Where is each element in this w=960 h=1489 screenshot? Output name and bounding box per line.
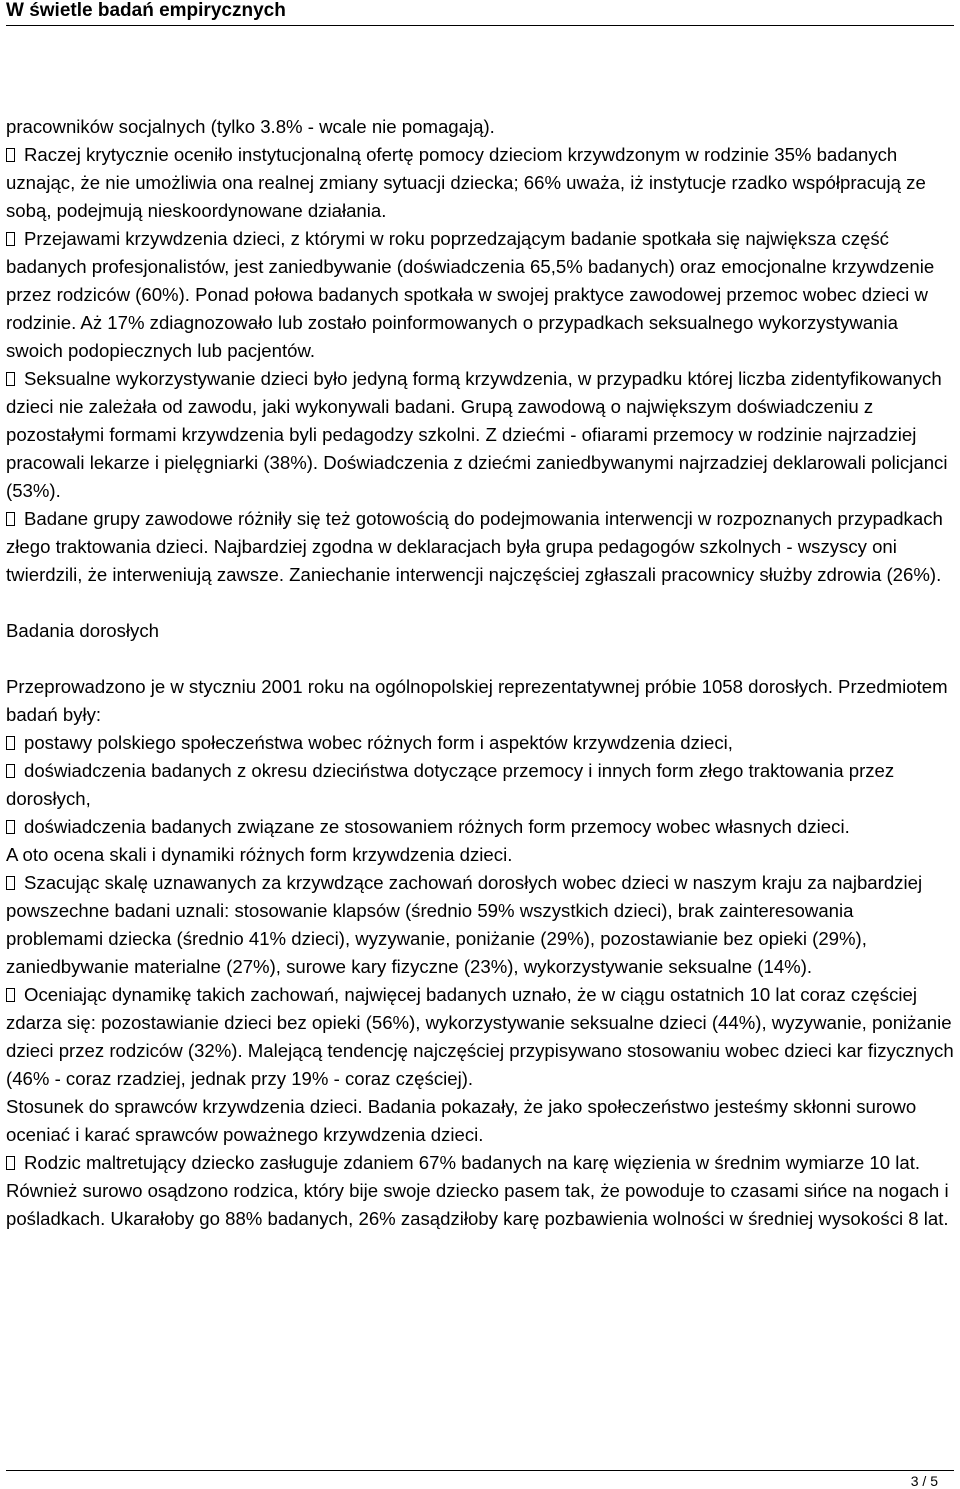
page-header	[6, 0, 954, 26]
bullet-item	[6, 225, 954, 365]
bullet-text: doświadczenia badanych z okresu dzieciństwa dotyczące przemocy i innych form złego traktowania przez dorosłych,	[6, 760, 895, 809]
spacer	[6, 645, 954, 673]
bullet-square-icon	[6, 232, 15, 246]
bullet-text: Szacując skalę uznawanych za krzywdzące zachowań dorosłych wobec dzieci w naszym kraju za najbardziej powszechne badani uznali: stosowanie klapsów (średnio 59% wszystkich dzieci), brak zainteresowania problemami dziecka (średnio 41% dzieci), wyzywanie, poniżanie (29%), pozostawianie bez opieki (29%), zaniedbywanie materialne (27%), surowe kary fizyczne (23%), wykorzystywanie seksualne (14%).	[6, 872, 923, 977]
bullet-text: doświadczenia badanych związane ze stosowaniem różnych form przemocy wobec własnych dzieci.	[24, 816, 850, 837]
bullet-item	[6, 757, 954, 813]
paragraph: pracowników socjalnych (tylko 3.8% - wcale nie pomagają).	[6, 116, 495, 137]
bullet-square-icon	[6, 148, 15, 162]
bullet-item	[6, 365, 954, 505]
bullet-item	[6, 981, 954, 1093]
header-title: W świetle badań empirycznych	[6, 0, 286, 21]
bullet-square-icon	[6, 876, 15, 890]
document-body	[6, 113, 954, 1233]
bullet-item	[6, 141, 954, 225]
section-heading: Badania dorosłych	[6, 620, 159, 641]
paragraph: Przeprowadzono je w styczniu 2001 roku na ogólnopolskiej reprezentatywnej próbie 1058 dorosłych. Przedmiotem badań były:	[6, 676, 948, 725]
bullet-text: postawy polskiego społeczeństwa wobec różnych form i aspektów krzywdzenia dzieci,	[24, 732, 733, 753]
bullet-square-icon	[6, 820, 15, 834]
spacer	[6, 589, 954, 617]
bullet-item	[6, 1149, 954, 1233]
paragraph: A oto ocena skali i dynamiki różnych form krzywdzenia dzieci.	[6, 844, 513, 865]
bullet-text: Seksualne wykorzystywanie dzieci było jedyną formą krzywdzenia, w przypadku której liczba zidentyfikowanych dzieci nie zależała od zawodu, jaki wykonywali badani. Grupą zawodową o największym doświadczeniu z pozostałymi formami krzywdzenia byli pedagodzy szkolni. Z dziećmi - ofiarami przemocy w rodzinie najrzadziej pracowali lekarze i pielęgniarki (38%). Doświadczenia z dziećmi zaniedbywanymi najrzadziej deklarowali policjanci (53%).	[6, 368, 948, 501]
bullet-text: Badane grupy zawodowe różniły się też gotowością do podejmowania interwencji w rozpoznanych przypadkach złego traktowania dzieci. Najbardziej zgodna w deklaracjach była grupa pedagogów szkolnych - wszyscy oni twierdzili, że interweniują zawsze. Zaniechanie interwencji najczęściej zgłaszali pracownicy służby zdrowia (26%).	[6, 508, 943, 585]
bullet-text: Oceniając dynamikę takich zachowań, najwięcej badanych uznało, że w ciągu ostatnich 10 lat coraz częściej zdarza się: pozostawianie dzieci bez opieki (56%), wykorzystywanie seksualne dzieci (44%), wyzywanie, poniżanie dzieci przez rodziców (32%). Malejącą tendencję najczęściej przypisywano stosowaniu wobec dzieci kar fizycznych (46% - coraz rzadziej, jednak przy 19% - coraz częściej).	[6, 984, 954, 1089]
bullet-square-icon	[6, 1156, 15, 1170]
bullet-item	[6, 869, 954, 981]
bullet-square-icon	[6, 512, 15, 526]
bullet-item	[6, 729, 954, 757]
bullet-square-icon	[6, 736, 15, 750]
bullet-item	[6, 813, 954, 841]
bullet-item	[6, 505, 954, 589]
page-footer	[6, 1470, 954, 1489]
header-rule	[6, 25, 954, 26]
footer-rule	[6, 1470, 954, 1471]
page-number: 3 / 5	[910, 1473, 938, 1489]
bullet-square-icon	[6, 764, 15, 778]
bullet-text: Raczej krytycznie oceniło instytucjonalną ofertę pomocy dzieciom krzywdzonym w rodzinie 35% badanych uznając, że nie umożliwia ona realnej zmiany sytuacji dziecka; 66% uważa, iż instytucje rzadko współpracują ze sobą, podejmują nieskoordynowane działania.	[6, 144, 926, 221]
bullet-text: Przejawami krzywdzenia dzieci, z którymi w roku poprzedzającym badanie spotkała się największa część badanych profesjonalistów, jest zaniedbywanie (doświadczenia 65,5% badanych) oraz emocjonalne krzywdzenie przez rodziców (60%). Ponad połowa badanych spotkała w swojej praktyce zawodowej przemoc wobec dzieci w rodzinie. Aż 17% zdiagnozowało lub zostało poinformowanych o przypadkach seksualnego wykorzystywania swoich podopiecznych lub pacjentów.	[6, 228, 935, 361]
bullet-square-icon	[6, 988, 15, 1002]
bullet-square-icon	[6, 372, 15, 386]
bullet-text: Rodzic maltretujący dziecko zasługuje zdaniem 67% badanych na karę więzienia w średnim wymiarze 10 lat. Również surowo osądzono rodzica, który bije swoje dziecko pasem tak, że powoduje to czasami sińce na nogach i pośladkach. Ukarałoby go 88% badanych, 26% zasądziłoby karę pozbawienia wolności w średniej wysokości 8 lat.	[6, 1152, 949, 1229]
paragraph: Stosunek do sprawców krzywdzenia dzieci. Badania pokazały, że jako społeczeństwo jesteśmy skłonni surowo oceniać i karać sprawców poważnego krzywdzenia dzieci.	[6, 1096, 917, 1145]
